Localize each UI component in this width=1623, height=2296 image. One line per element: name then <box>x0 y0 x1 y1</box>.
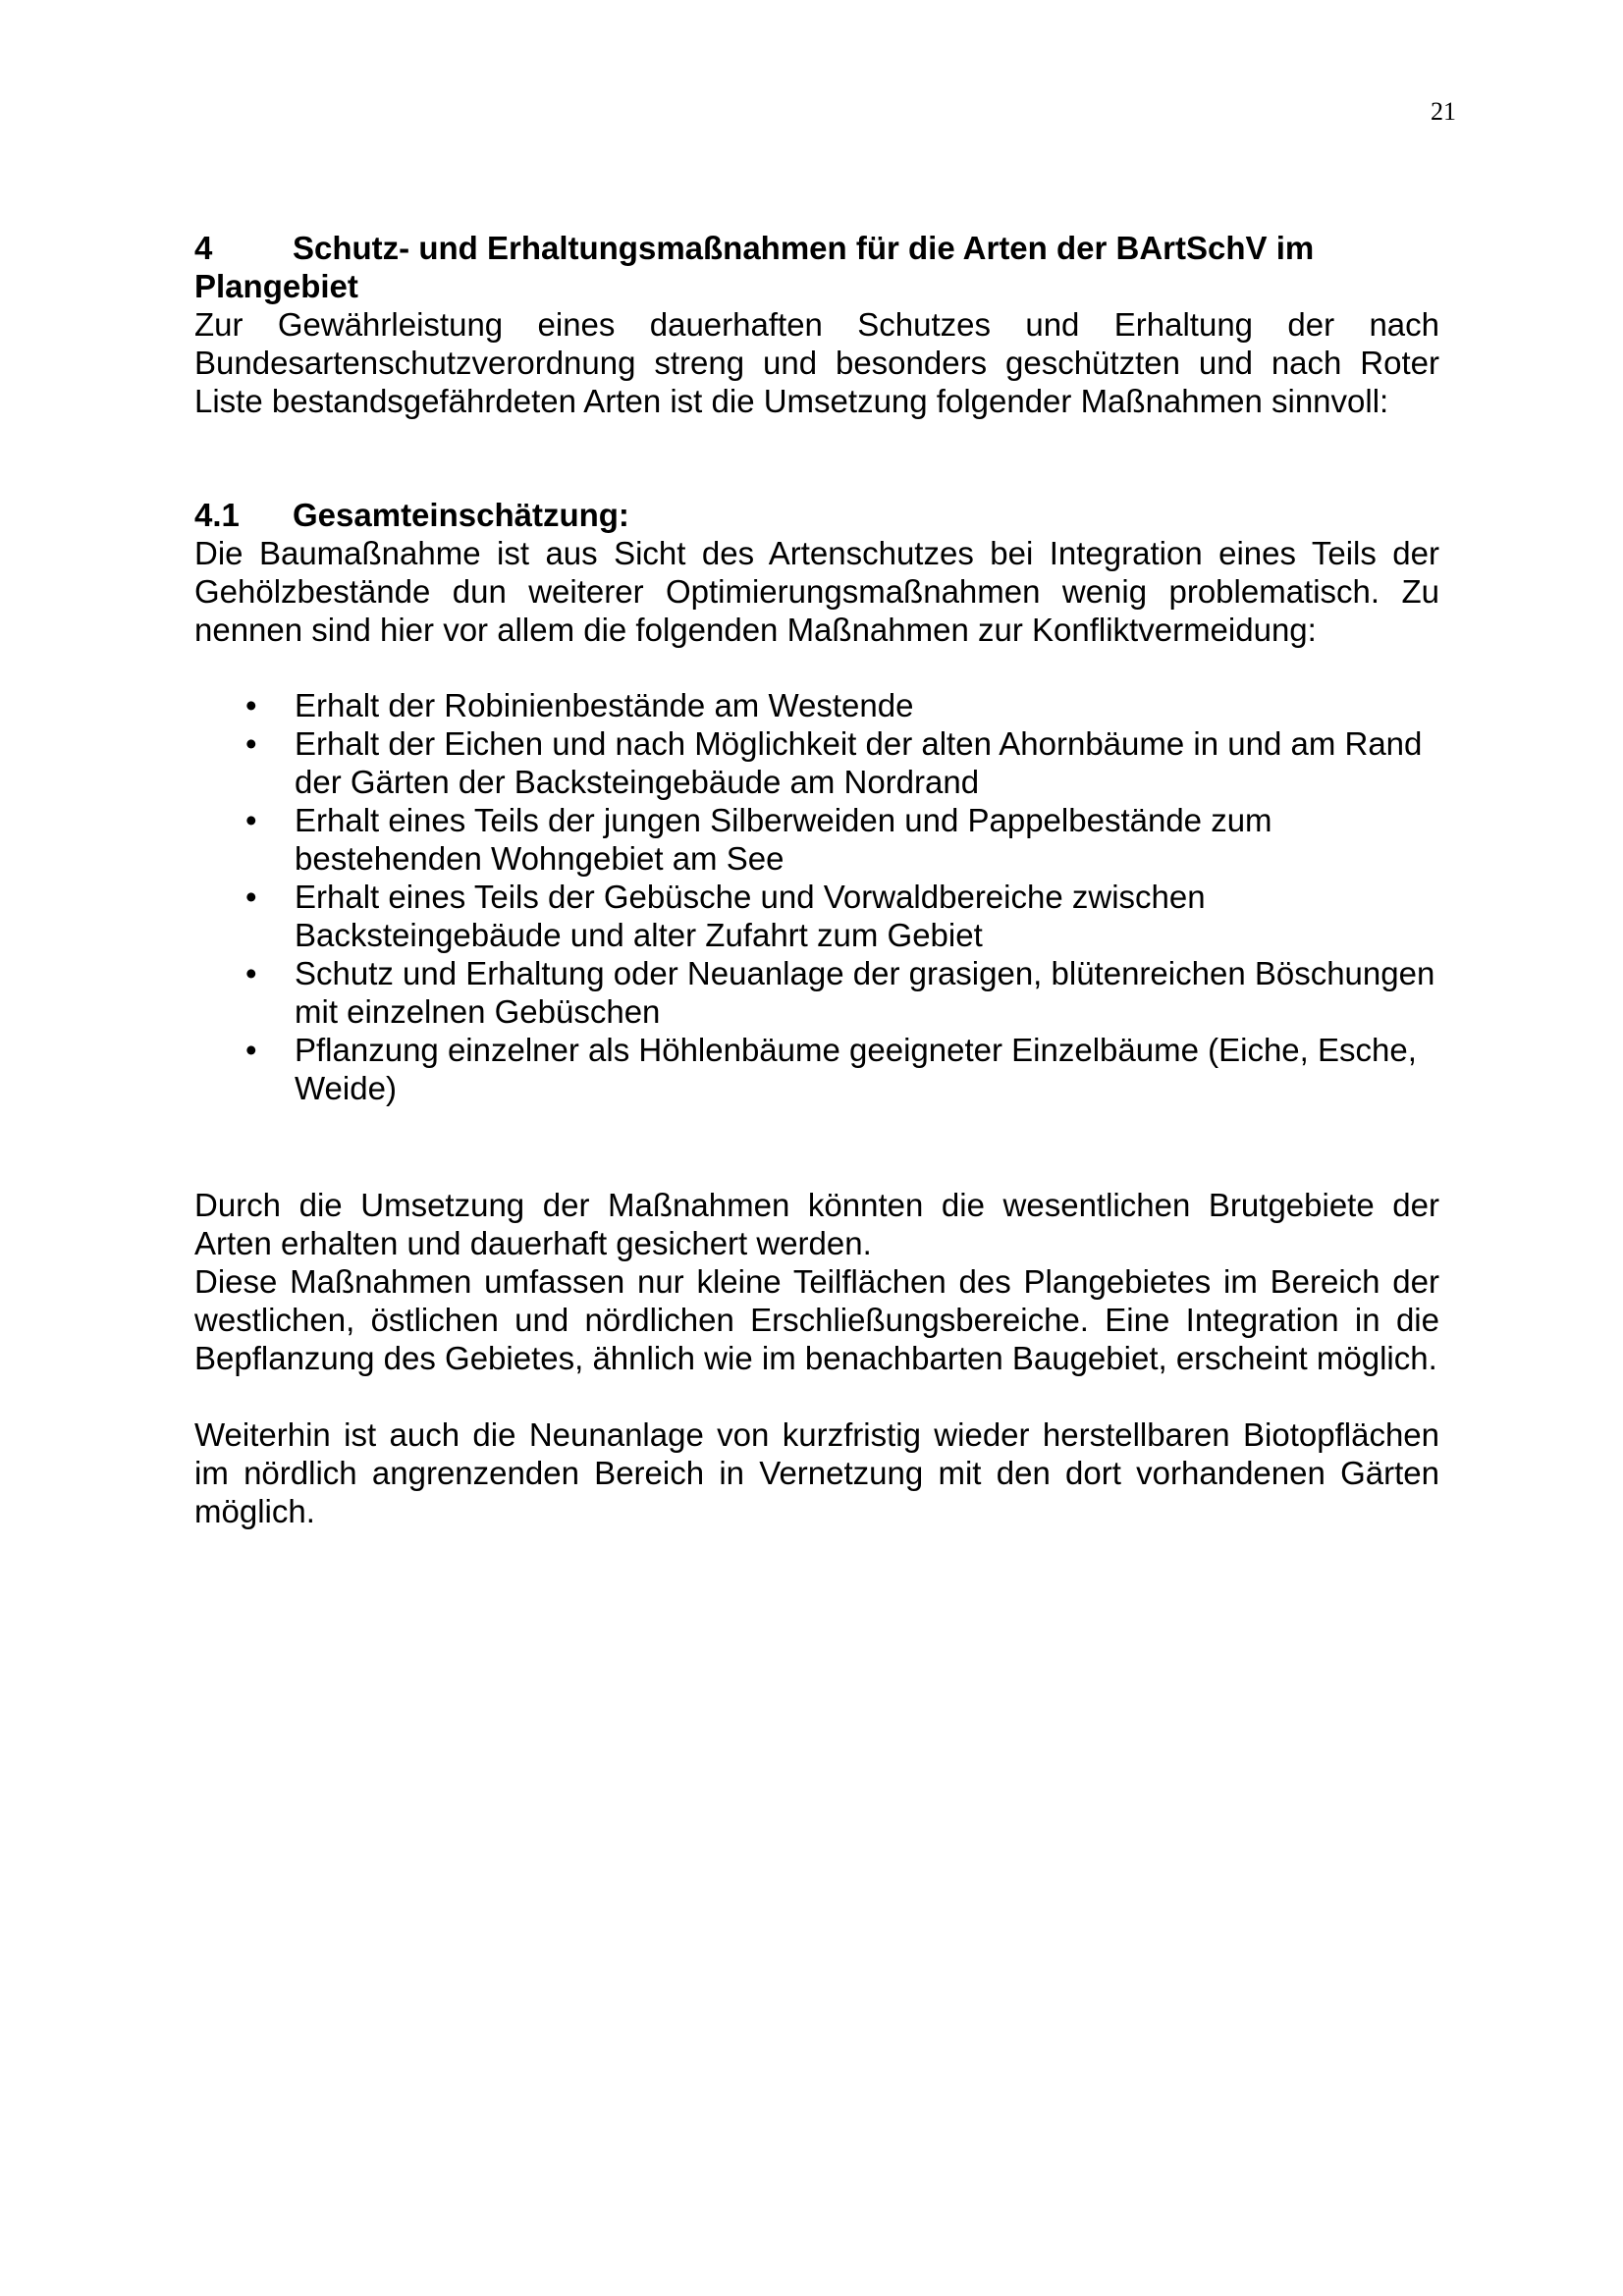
section-4-heading <box>194 229 1439 305</box>
page-number: 21 <box>1431 97 1456 126</box>
measures-list <box>194 686 1439 1107</box>
spacer <box>194 1377 1439 1415</box>
measure-text: Erhalt der Eichen und nach Möglichkeit der alten Ahornbäume in und am Rand der Gärten der Backsteingebäude am Nordrand <box>295 725 1423 800</box>
measure-text: Schutz und Erhaltung oder Neuanlage der grasigen, blütenreichen Böschungen mit einzelnen Gebüschen <box>295 955 1435 1030</box>
conclusion-paragraph-3: Weiterhin ist auch die Neunanlage von kurzfristig wieder herstellbaren Biotopflächen im nördlich angrenzenden Bereich in Vernetzung mit den dort vorhandenen Gärten möglich. <box>194 1416 1439 1529</box>
section-4-1-title: Gesamteinschätzung: <box>293 497 629 533</box>
section-4-title-line2: Plangebiet <box>194 268 358 304</box>
bullet-icon: • <box>245 802 257 838</box>
spacer <box>194 420 1439 496</box>
bullet-icon: • <box>245 725 257 762</box>
list-item <box>194 801 1439 878</box>
measure-text: Erhalt eines Teils der jungen Silberweiden und Pappelbestände zum bestehenden Wohngebiet am See <box>295 802 1272 877</box>
section-4-intro: Zur Gewährleistung eines dauerhaften Schutzes und Erhaltung der nach Bundesartenschutzverordnung streng und besonders geschützten und nach Roter Liste bestandsgefährdeten Arten ist die Umsetzung folgender Maßnahmen sinnvoll: <box>194 306 1439 419</box>
bullet-icon: • <box>245 955 257 991</box>
measure-text: Erhalt der Robinienbestände am Westende <box>295 687 914 723</box>
list-item <box>194 1031 1439 1107</box>
bullet-icon: • <box>245 879 257 915</box>
spacer <box>194 1107 1439 1186</box>
section-4-1-heading <box>194 496 1439 534</box>
bullet-icon: • <box>245 1032 257 1068</box>
list-item <box>194 724 1439 801</box>
section-4-title-line1: Schutz- und Erhaltungsmaßnahmen für die Arten der BArtSchV im <box>293 230 1315 266</box>
list-item <box>194 686 1439 724</box>
conclusion-paragraph-1: Durch die Umsetzung der Maßnahmen könnten die wesentlichen Brutgebiete der Arten erhalten und dauerhaft gesichert werden. <box>194 1187 1439 1261</box>
spacer <box>194 649 1439 686</box>
measure-text: Erhalt eines Teils der Gebüsche und Vorwaldbereiche zwischen Backsteingebäude und alter Zufahrt zum Gebiet <box>295 879 1206 953</box>
measure-text: Pflanzung einzelner als Höhlenbäume geeigneter Einzelbäume (Eiche, Esche, Weide) <box>295 1032 1417 1106</box>
list-item <box>194 878 1439 954</box>
bullet-icon: • <box>245 687 257 723</box>
document-body <box>194 229 1439 1530</box>
section-4-1-number: 4.1 <box>194 497 240 533</box>
section-4-number: 4 <box>194 230 213 266</box>
conclusion-paragraph-2: Diese Maßnahmen umfassen nur kleine Teilflächen des Plangebietes im Bereich der westlichen, östlichen und nördlichen Erschließungsbereiche. Eine Integration in die Bepflanzung des Gebietes, ähnlich wie im benachbarten Baugebiet, erscheint möglich. <box>194 1263 1439 1376</box>
section-4-1-intro: Die Baumaßnahme ist aus Sicht des Artenschutzes bei Integration eines Teils der Gehölzbestände dun weiterer Optimierungsmaßnahmen wenig problematisch. Zu nennen sind hier vor allem die folgenden Maßnahmen zur Konfliktvermeidung: <box>194 535 1439 648</box>
list-item <box>194 954 1439 1031</box>
